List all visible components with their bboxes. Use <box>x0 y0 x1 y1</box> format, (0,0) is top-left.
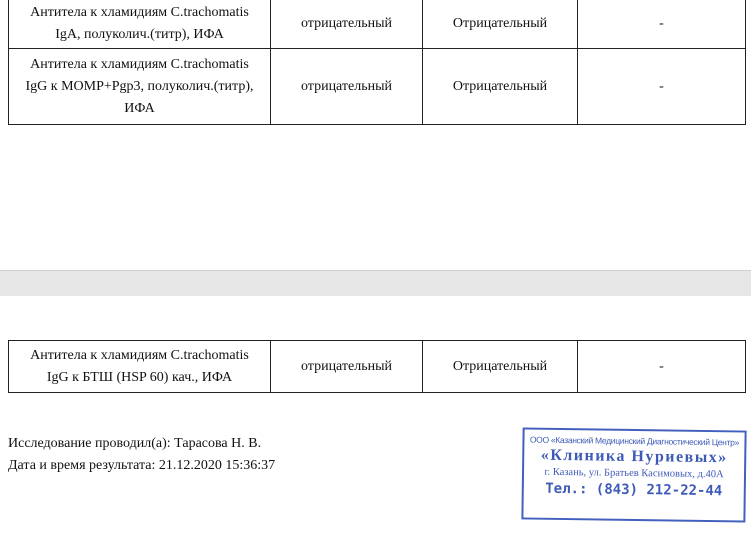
test-name-line: Антитела к хламидиям C.trachomatis <box>30 4 249 20</box>
test-name-cell <box>9 49 271 125</box>
test-name-line: Антитела к хламидиям C.trachomatis <box>30 347 249 363</box>
note-cell: - <box>578 0 746 49</box>
document-page-2 <box>0 296 751 560</box>
test-name-line: Антитела к хламидиям C.trachomatis <box>30 56 249 72</box>
result-cell: отрицательный <box>271 0 423 49</box>
table-row <box>9 341 746 393</box>
stamp-org-line: ООО «Казанский Медицинский Диагностический Центр» <box>529 434 740 448</box>
results-table <box>8 340 746 393</box>
result-datetime-text: Дата и время результата: 21.12.2020 15:36:37 <box>8 458 276 473</box>
stamp-phone: Тел.: (843) 212-22-44 <box>545 480 723 500</box>
note-cell: - <box>578 341 746 393</box>
test-name-cell <box>9 0 271 49</box>
note-cell: - <box>578 49 746 125</box>
results-table <box>8 0 746 125</box>
reference-cell: Отрицательный <box>423 0 578 49</box>
document-page-1 <box>0 0 751 270</box>
performed-by-text: Исследование проводил(а): Тарасова Н. В. <box>8 436 262 451</box>
stamp-address: г. Казань, ул. Братьев Касимовых, д.40А <box>544 466 724 481</box>
test-name-line: IgG к БТШ (HSP 60) кач., ИФА <box>46 369 233 385</box>
result-cell: отрицательный <box>271 341 423 393</box>
clinic-stamp <box>521 427 746 522</box>
test-name-line: IgG к MOMP+Pgp3, полуколич.(титр), <box>25 78 254 94</box>
reference-cell: Отрицательный <box>423 341 578 393</box>
stamp-clinic-name: «Клиника Нуриевых» <box>540 446 728 467</box>
test-name-line: IgA, полуколич.(титр), ИФА <box>55 26 224 42</box>
table-row <box>9 49 746 125</box>
test-name-line: ИФА <box>124 100 155 116</box>
page-separator <box>0 270 751 298</box>
result-cell: отрицательный <box>271 49 423 125</box>
table-row <box>9 0 746 49</box>
reference-cell: Отрицательный <box>423 49 578 125</box>
test-name-cell <box>9 341 271 393</box>
